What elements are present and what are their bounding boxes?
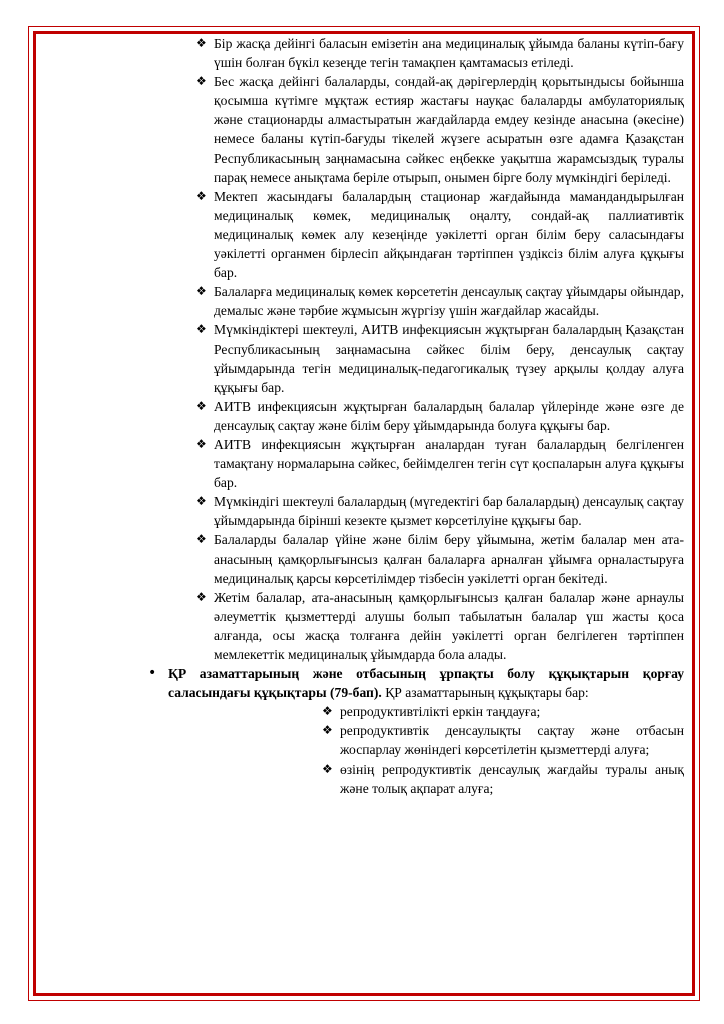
diamond-bullet-icon: ❖ (196, 589, 207, 604)
list-item (42, 397, 684, 435)
diamond-bullet-icon: ❖ (196, 322, 207, 337)
list-item-text: Бес жасқа дейінгі балаларды, сондай-ақ дәрігерлердің қорытындысы бойынша қосымша күтімге мұқтаж естияр жастағы науқас балаларды амбулаториялық және стационарды алмастыратын жағдайларда емдеу кезінде анасына (әкесіне) немесе баланы күтіп-бағуды тікелей жүзеге асыратын өзге адамға Қазақстан Республикасының заңнамасына сәйкес еңбекке уақытша жарамсыздық туралы парақ немесе анықтама беріле отырып, онымен бірге болу мүмкіндігі беріледі. (214, 74, 684, 185)
list-item-text: Балаларға медициналық көмек көрсететін денсаулық сақтау ұйымдары ойындар, демалыс және тәрбие жұмысын жүргізу үшін жағдайлар жасайды. (214, 284, 684, 319)
rights-section-lead: ҚР азаматтарының және отбасының ұрпақты болу құқықтарын қорғау саласындағы құқықтары (79-бап). (168, 666, 684, 701)
list-item-text: АИТВ инфекциясын жұқтырған аналардан туған балалардың белгіленген тамақтану нормаларына сәйкес, бейімделген тегін сүт қоспаларын алуға құқығы бар. (214, 436, 684, 491)
document-body (42, 34, 684, 798)
diamond-bullet-icon: ❖ (196, 188, 207, 203)
rights-section-list (42, 664, 684, 798)
sub-list-item (168, 702, 684, 721)
primary-bullet-list (42, 34, 684, 664)
diamond-bullet-icon: ❖ (322, 761, 333, 776)
sub-list-item-text: репродуктивтік денсаулықты сақтау және отбасын жоспарлау жөніндегі көрсетілетін қызметтерді алуға; (340, 723, 684, 758)
rights-section-text (168, 666, 684, 700)
list-item (42, 72, 684, 187)
sub-list-item-text: репродуктивтілікті еркін таңдауға; (340, 704, 541, 720)
diamond-bullet-icon: ❖ (196, 494, 207, 509)
diamond-bullet-icon: ❖ (196, 532, 207, 547)
list-item-text: Бір жасқа дейінгі баласын емізетін ана медициналық ұйымда баланы күтіп-бағу үшін болған бүкіл кезеңде тегін тамақпен қамтамасыз етіледі. (214, 36, 684, 71)
diamond-bullet-icon: ❖ (196, 436, 207, 451)
rights-section-item (42, 664, 684, 798)
list-item-text: АИТВ инфекциясын жұқтырған балалардың балалар үйлерінде және өзге де денсаулық сақтау және білім беру ұйымдарында болуға құқығы бар. (214, 398, 684, 433)
sub-list-item (168, 760, 684, 798)
sub-list-item-text: өзінің репродуктивтік денсаулық жағдайы туралы анық және толық ақпарат алуға; (340, 761, 684, 796)
list-item (42, 588, 684, 664)
sub-list-item (168, 721, 684, 759)
diamond-bullet-icon: ❖ (196, 284, 207, 299)
list-item-text: Мүмкіндіктері шектеулі, АИТВ инфекциясын жұқтырған балалардың Қазақстан Республикасының заңнамасына сәйкес білім беру, денсаулық сақтау ұйымдарында тегін медициналық-педагогикалық түзеу арқылы қолдау алуға құқығы бар. (214, 322, 684, 395)
list-item (42, 435, 684, 492)
rights-section-rest: ҚР азаматтарының құқықтары бар: (381, 685, 589, 701)
list-item-text: Балаларды балалар үйіне және білім беру ұйымына, жетім балалар мен ата-анасының қамқорлығынсыз қалған балаларға арналған ұйымға орналастыруға медициналық қарсы көрсетілімдер тізбесін уәкілетті орган бекітеді. (214, 532, 684, 586)
round-bullet-icon: • (148, 665, 157, 682)
diamond-bullet-icon: ❖ (196, 398, 207, 413)
diamond-bullet-icon: ❖ (196, 74, 207, 89)
diamond-bullet-icon: ❖ (322, 723, 333, 738)
list-item-text: Мектеп жасындағы балалардың стационар жағдайында мамандандырылған медициналық көмек, медициналық оңалту, сондай-ақ паллиативтік медициналық көмек алу кезеңінде уәкілетті орган білім беру саласындағы уәкілетті органмен бірлесіп айқындаған тәртіппен үздіксіз білім алуға құқығы бар. (214, 188, 684, 281)
list-item (42, 34, 684, 72)
list-item-text: Мүмкіндігі шектеулі балалардың (мүгедектігі бар балалардың) денсаулық сақтау ұйымдарында бірінші кезекте қызмет көрсетілуіне құқығы бар. (214, 494, 684, 529)
list-item (42, 320, 684, 396)
list-item (42, 187, 684, 282)
rights-sub-list (168, 702, 684, 797)
list-item (42, 282, 684, 320)
diamond-bullet-icon: ❖ (196, 36, 207, 50)
diamond-bullet-icon: ❖ (322, 704, 333, 719)
list-item (42, 530, 684, 587)
list-item-text: Жетім балалар, ата-анасының қамқорлығынсыз қалған балалар және арнаулы әлеуметтік қызметтерді алушы болып табылатын балалар үш жасты қоса алғанда, осы жасқа толғанға дейін уәкілетті орган белгілеген тәртіппен мемлекеттік медициналық ұйымдарда бола алады. (214, 589, 684, 662)
list-item (42, 492, 684, 530)
